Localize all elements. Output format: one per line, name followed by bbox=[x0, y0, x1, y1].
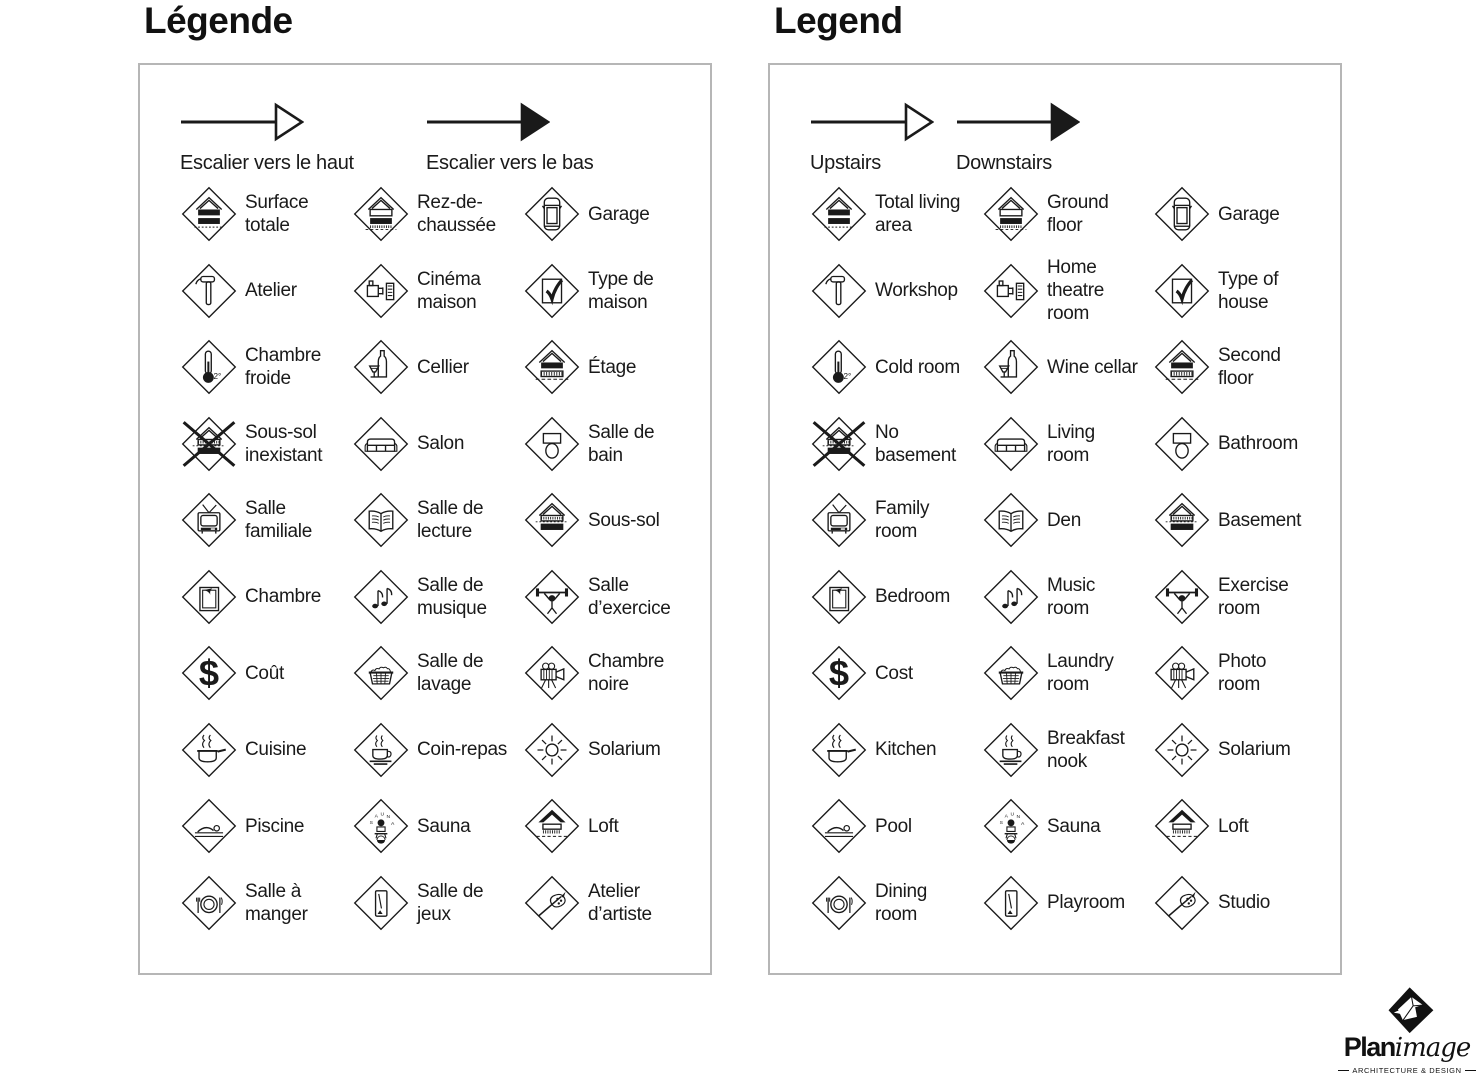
legend-item-label: Den bbox=[1047, 509, 1081, 531]
legend-item bbox=[352, 415, 523, 473]
living-room-icon bbox=[352, 415, 410, 473]
legend-item bbox=[810, 415, 982, 473]
legend-item-label: Bedroom bbox=[875, 586, 950, 608]
legend-item bbox=[982, 185, 1153, 243]
arrow-filled bbox=[956, 101, 1102, 175]
legend-item bbox=[1153, 185, 1324, 243]
legend-item bbox=[810, 797, 982, 855]
bedroom-icon bbox=[180, 568, 238, 626]
pool-icon bbox=[810, 797, 868, 855]
home-theatre-icon bbox=[352, 262, 410, 320]
legend-item-label: Rez-de-chaussée bbox=[417, 192, 496, 237]
legend-item bbox=[1153, 797, 1324, 855]
legend-item-label: Sous-sol inexistant bbox=[245, 421, 323, 466]
family-room-icon bbox=[180, 491, 238, 549]
exercise-room-icon bbox=[1153, 568, 1211, 626]
legend-item-label: Coût bbox=[245, 662, 284, 684]
legend-item-label: Chambre froide bbox=[245, 345, 322, 390]
legend-item bbox=[180, 874, 352, 932]
legend-item bbox=[523, 644, 694, 702]
legend-item bbox=[523, 721, 694, 779]
loft-icon bbox=[523, 797, 581, 855]
legend-item bbox=[352, 874, 523, 932]
exercise-room-icon bbox=[523, 568, 581, 626]
legend-item-label: Salle de bain bbox=[588, 421, 655, 466]
pool-icon bbox=[180, 797, 238, 855]
legend-grid bbox=[180, 176, 694, 941]
bedroom-icon bbox=[810, 568, 868, 626]
laundry-room-icon bbox=[982, 644, 1040, 702]
garage-icon bbox=[1153, 185, 1211, 243]
music-room-icon bbox=[982, 568, 1040, 626]
legend-item-label: Sauna bbox=[417, 815, 471, 837]
legend-item bbox=[1153, 568, 1324, 626]
legend-item-label: Cellier bbox=[417, 356, 469, 378]
legend-item bbox=[982, 721, 1153, 779]
legend-item bbox=[1153, 721, 1324, 779]
legend-item-label: Bathroom bbox=[1218, 433, 1298, 455]
legend-item bbox=[982, 797, 1153, 855]
legend-item-label: Music room bbox=[1047, 574, 1096, 619]
bathroom-icon bbox=[523, 415, 581, 473]
legend-item bbox=[1153, 644, 1324, 702]
legend-item bbox=[180, 568, 352, 626]
legend-item bbox=[180, 338, 352, 396]
no-basement-icon bbox=[810, 415, 868, 473]
legend-item bbox=[180, 262, 352, 320]
legend-item-label: Kitchen bbox=[875, 739, 937, 761]
legend-item-label: Loft bbox=[1218, 815, 1249, 837]
legend-item bbox=[523, 262, 694, 320]
legend-item-label: Sauna bbox=[1047, 815, 1101, 837]
legend-item-label: Wine cellar bbox=[1047, 356, 1138, 378]
sauna-icon bbox=[352, 797, 410, 855]
wine-cellar-icon bbox=[352, 338, 410, 396]
legend-item bbox=[180, 721, 352, 779]
page-title-french: Légende bbox=[144, 0, 293, 41]
legend-item bbox=[180, 644, 352, 702]
stair-arrow-row bbox=[180, 101, 672, 175]
legend-item-label: Workshop bbox=[875, 280, 958, 302]
legend-item-label: Salle de musique bbox=[417, 574, 487, 619]
arrow-filled bbox=[426, 101, 672, 175]
planimage-tagline: ARCHITECTURE & DESIGN bbox=[1338, 1066, 1476, 1074]
legend-item bbox=[523, 338, 694, 396]
legend-item bbox=[810, 568, 982, 626]
legend-item-label: Type of house bbox=[1218, 268, 1279, 313]
arrow-label: Downstairs bbox=[956, 152, 1052, 174]
legend-item-label: Pool bbox=[875, 815, 912, 837]
legend-item-label: Chambre noire bbox=[588, 651, 665, 696]
legend-item-label: Living room bbox=[1047, 421, 1095, 466]
wine-cellar-icon bbox=[982, 338, 1040, 396]
legend-item-label: Salle familiale bbox=[245, 498, 312, 543]
total-living-area-icon bbox=[180, 185, 238, 243]
legend-item bbox=[180, 491, 352, 549]
cost-icon bbox=[180, 644, 238, 702]
legend-item bbox=[1153, 415, 1324, 473]
legend-item-label: Étage bbox=[588, 356, 637, 378]
legend-item bbox=[352, 797, 523, 855]
legend-item bbox=[180, 185, 352, 243]
legend-item-label: Salon bbox=[417, 433, 465, 455]
legend-item-label: Atelier d’artiste bbox=[588, 880, 652, 925]
planimage-wordmark bbox=[1338, 1034, 1476, 1065]
legend-item bbox=[982, 491, 1153, 549]
arrow-label: Upstairs bbox=[810, 152, 881, 174]
legend-item-label: Loft bbox=[588, 815, 619, 837]
legend-item-label: Breakfast nook bbox=[1047, 727, 1125, 772]
legend-item-label: No basement bbox=[875, 421, 957, 466]
french-section bbox=[138, 0, 712, 1074]
legend-item bbox=[1153, 874, 1324, 932]
legend-item bbox=[523, 797, 694, 855]
playroom-icon bbox=[352, 874, 410, 932]
dining-room-icon bbox=[180, 874, 238, 932]
stair-arrow-row bbox=[810, 101, 1102, 175]
solarium-icon bbox=[1153, 721, 1211, 779]
family-room-icon bbox=[810, 491, 868, 549]
basement-icon bbox=[1153, 491, 1211, 549]
legend-item-label: Cinéma maison bbox=[417, 268, 481, 313]
legend-item-label: Salle de lavage bbox=[417, 651, 484, 696]
kitchen-icon bbox=[180, 721, 238, 779]
legend-item bbox=[1153, 491, 1324, 549]
page-title-english: Legend bbox=[774, 0, 903, 41]
home-theatre-icon bbox=[982, 262, 1040, 320]
solarium-icon bbox=[523, 721, 581, 779]
legend-item bbox=[1153, 338, 1324, 396]
legend-item-label: Salle de lecture bbox=[417, 498, 484, 543]
legend-item bbox=[810, 262, 982, 320]
arrow-label: Escalier vers le bas bbox=[426, 152, 594, 174]
legend-item-label: Surface totale bbox=[245, 192, 309, 237]
photo-room-icon bbox=[1153, 644, 1211, 702]
bathroom-icon bbox=[1153, 415, 1211, 473]
ground-floor-icon bbox=[352, 185, 410, 243]
legend-item-label: Ground floor bbox=[1047, 192, 1109, 237]
garage-icon bbox=[523, 185, 581, 243]
dining-room-icon bbox=[810, 874, 868, 932]
total-living-area-icon bbox=[810, 185, 868, 243]
legend-item-label: Coin-repas bbox=[417, 739, 507, 761]
ground-floor-icon bbox=[982, 185, 1040, 243]
english-section bbox=[768, 0, 1342, 1074]
den-icon bbox=[352, 491, 410, 549]
studio-icon bbox=[523, 874, 581, 932]
legend-item bbox=[982, 644, 1153, 702]
planimage-house-icon bbox=[1378, 986, 1436, 1038]
legend-item-label: Salle à manger bbox=[245, 880, 308, 925]
music-room-icon bbox=[352, 568, 410, 626]
legend-item bbox=[523, 874, 694, 932]
no-basement-icon bbox=[180, 415, 238, 473]
legend-item bbox=[1153, 262, 1324, 320]
legend-item-label: Type de maison bbox=[588, 268, 654, 313]
living-room-icon bbox=[982, 415, 1040, 473]
legend-item-label: Chambre bbox=[245, 586, 322, 608]
legend-item-label: Playroom bbox=[1047, 892, 1125, 914]
legend-item bbox=[523, 415, 694, 473]
legend-item-label: Cuisine bbox=[245, 739, 307, 761]
legend-item-label: Exercise room bbox=[1218, 574, 1289, 619]
basement-icon bbox=[523, 491, 581, 549]
playroom-icon bbox=[982, 874, 1040, 932]
legend-item bbox=[982, 568, 1153, 626]
cost-icon bbox=[810, 644, 868, 702]
loft-icon bbox=[1153, 797, 1211, 855]
legend-panel-english bbox=[768, 63, 1342, 975]
arrow-label: Escalier vers le haut bbox=[180, 152, 354, 174]
type-of-house-icon bbox=[523, 262, 581, 320]
legend-item bbox=[352, 568, 523, 626]
legend-item bbox=[352, 185, 523, 243]
legend-item bbox=[982, 415, 1153, 473]
legend-item-label: Laundry room bbox=[1047, 651, 1114, 696]
legend-item bbox=[523, 491, 694, 549]
legend-item bbox=[523, 185, 694, 243]
planimage-wordmark-image: image bbox=[1394, 1033, 1471, 1063]
legend-item-label: Salle de jeux bbox=[417, 880, 484, 925]
type-of-house-icon bbox=[1153, 262, 1211, 320]
legend-item bbox=[352, 338, 523, 396]
legend-item bbox=[810, 185, 982, 243]
second-floor-icon bbox=[1153, 338, 1211, 396]
legend-item bbox=[523, 568, 694, 626]
planimage-wordmark-plan: Plan bbox=[1343, 1032, 1395, 1062]
studio-icon bbox=[1153, 874, 1211, 932]
legend-item bbox=[810, 874, 982, 932]
legend-item bbox=[810, 644, 982, 702]
legend-item-label: Total living area bbox=[875, 192, 961, 237]
arrow-outline bbox=[810, 101, 956, 175]
legend-item bbox=[982, 256, 1153, 325]
legend-item bbox=[180, 797, 352, 855]
den-icon bbox=[982, 491, 1040, 549]
legend-item bbox=[982, 874, 1153, 932]
arrow-outline bbox=[180, 101, 426, 175]
legend-item-label: Cold room bbox=[875, 356, 960, 378]
legend-item bbox=[982, 338, 1153, 396]
legend-item-label: Sous-sol bbox=[588, 509, 660, 531]
legend-item-label: Cost bbox=[875, 662, 913, 684]
legend-item bbox=[352, 644, 523, 702]
legend-item bbox=[810, 338, 982, 396]
legend-item-label: Atelier bbox=[245, 280, 297, 302]
breakfast-nook-icon bbox=[352, 721, 410, 779]
legend-item-label: Salle d’exercice bbox=[588, 574, 671, 619]
legend-item-label: Second floor bbox=[1218, 345, 1281, 390]
cold-room-icon bbox=[810, 338, 868, 396]
legend-item bbox=[352, 721, 523, 779]
legend-panel-french bbox=[138, 63, 712, 975]
laundry-room-icon bbox=[352, 644, 410, 702]
legend-item-label: Basement bbox=[1218, 509, 1302, 531]
legend-item-label: Piscine bbox=[245, 815, 305, 837]
legend-item-label: Family room bbox=[875, 498, 930, 543]
legend-item-label: Garage bbox=[1218, 203, 1280, 225]
sauna-icon bbox=[982, 797, 1040, 855]
breakfast-nook-icon bbox=[982, 721, 1040, 779]
planimage-logo bbox=[1338, 986, 1476, 1074]
legend-item bbox=[810, 491, 982, 549]
workshop-icon bbox=[180, 262, 238, 320]
legend-item-label: Garage bbox=[588, 203, 650, 225]
legend-item-label: Dining room bbox=[875, 880, 928, 925]
cold-room-icon bbox=[180, 338, 238, 396]
photo-room-icon bbox=[523, 644, 581, 702]
legend-item bbox=[810, 721, 982, 779]
legend-item-label: Solarium bbox=[588, 739, 661, 761]
legend-item-label: Photo room bbox=[1218, 651, 1267, 696]
second-floor-icon bbox=[523, 338, 581, 396]
legend-item bbox=[352, 262, 523, 320]
legend-grid bbox=[810, 176, 1324, 941]
legend-item bbox=[352, 491, 523, 549]
legend-item bbox=[180, 415, 352, 473]
workshop-icon bbox=[810, 262, 868, 320]
legend-item-label: Home theatre room bbox=[1047, 257, 1105, 325]
legend-item-label: Solarium bbox=[1218, 739, 1291, 761]
legend-item-label: Studio bbox=[1218, 892, 1271, 914]
kitchen-icon bbox=[810, 721, 868, 779]
